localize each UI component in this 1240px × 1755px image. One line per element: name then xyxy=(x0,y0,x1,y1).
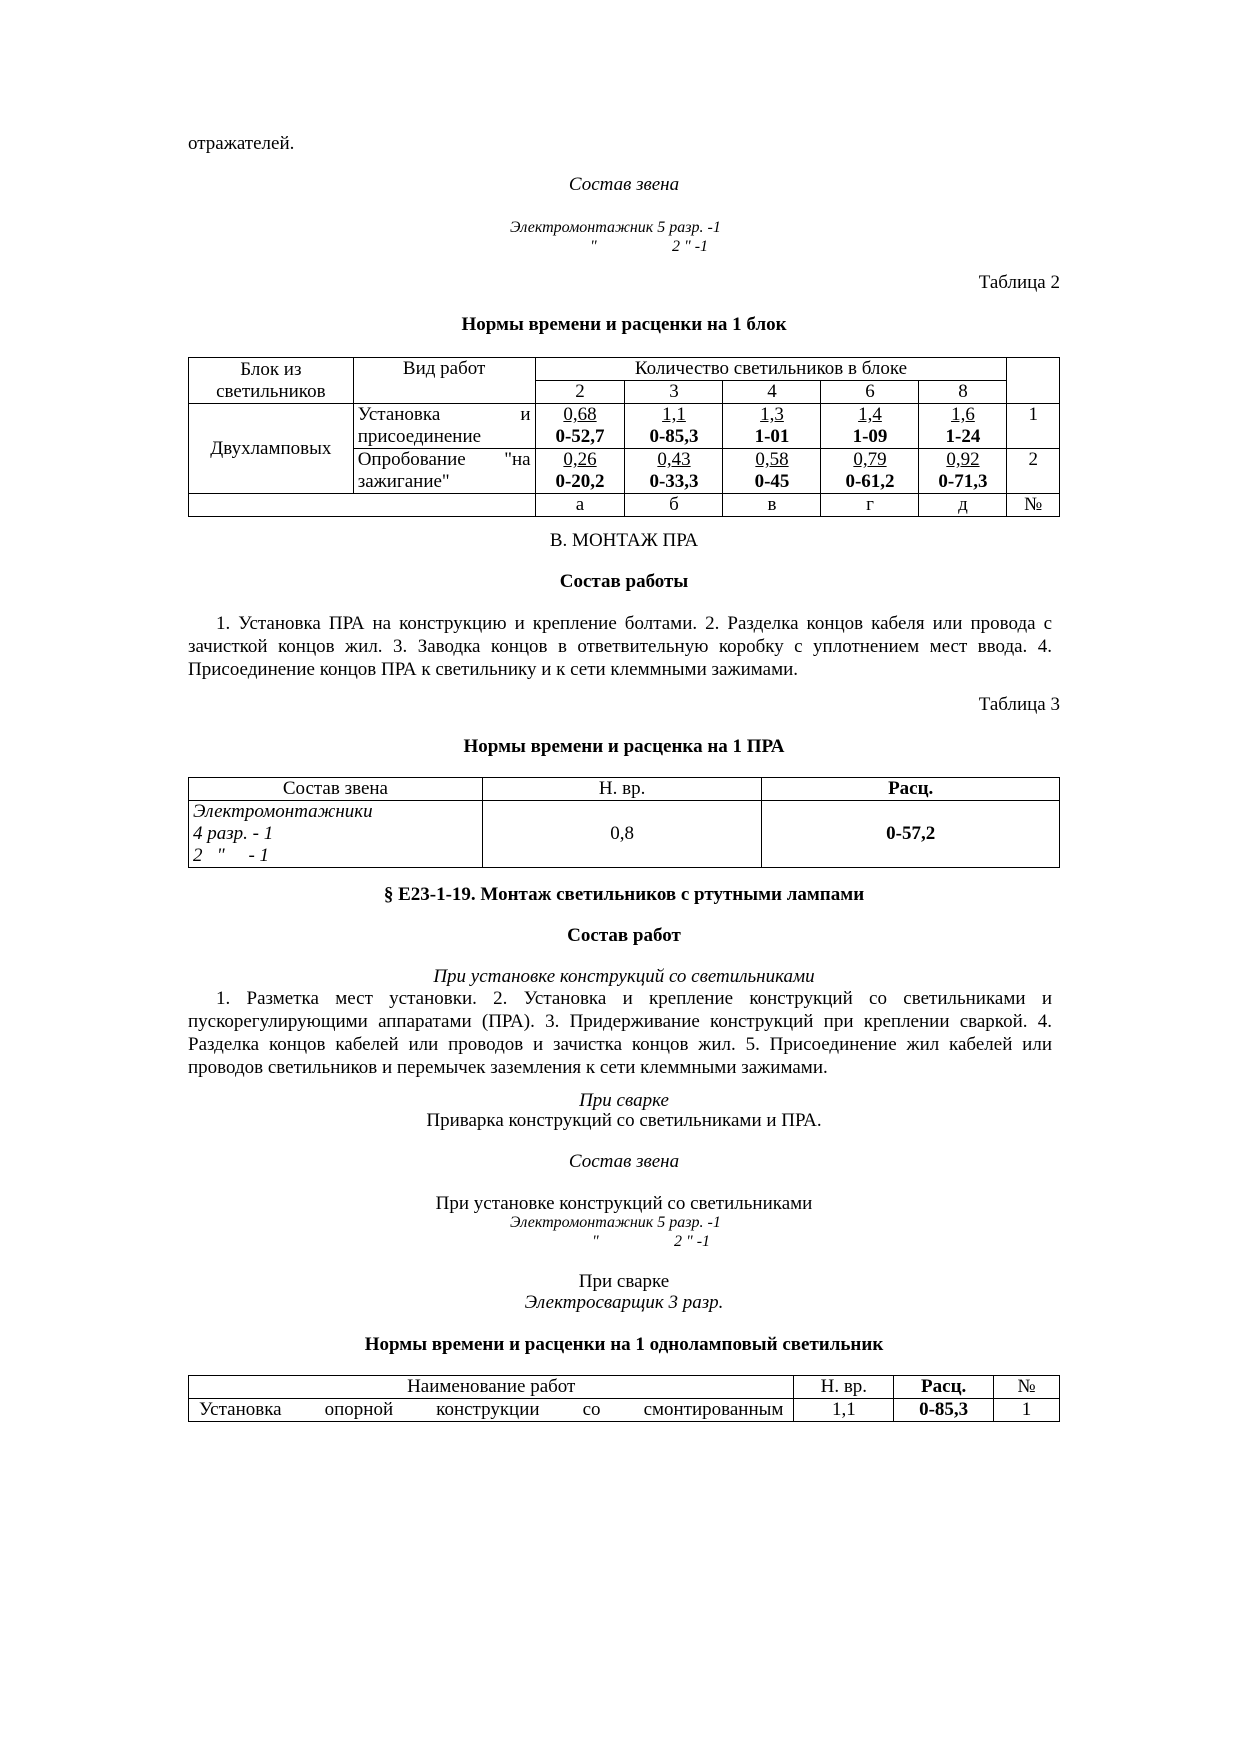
value-r2-a: 0,26 0-20,2 xyxy=(535,449,625,494)
table4-header-rate: Расц. xyxy=(894,1376,994,1399)
section-b-title: В. МОНТАЖ ПРА xyxy=(549,530,699,551)
table3-norm: 0,8 xyxy=(482,801,762,868)
letter-a: а xyxy=(535,494,625,517)
table4-header-name: Наименование работ xyxy=(189,1376,794,1399)
work-row-1: Установка и присоединение xyxy=(353,404,535,449)
table4-header-num: № xyxy=(994,1376,1060,1399)
count-6: 6 xyxy=(821,381,919,404)
section19-crew-weld-heading: При сварке xyxy=(578,1271,670,1292)
section19-title: § Е23-1-19. Монтаж светильников с ртутными лампами xyxy=(383,884,865,905)
section-b-work-text: 1. Установка ПРА на конструкцию и крепление болтами. 2. Разделка концов кабеля или провода с зачисткой концов жил. 3. Заводка концов в ответвительную коробку с уплотнением мест ввода. 4. Присоединение концов ПРА к светильнику и к сети клеммными зажимами. xyxy=(188,613,1052,680)
value-r1-c: 1,3 1-01 xyxy=(723,404,821,449)
table3-crew: Электромонтажники 4 разр. - 1 2 " - 1 xyxy=(189,801,483,868)
count-8: 8 xyxy=(919,381,1007,404)
block-name: Двухламповых xyxy=(189,404,354,494)
section19-crew-heading: Состав звена xyxy=(568,1151,680,1172)
value-r2-d: 0,79 0-61,2 xyxy=(821,449,919,494)
count-4: 4 xyxy=(723,381,821,404)
section19-weld-heading: При сварке xyxy=(579,1090,669,1111)
value-r2-e: 0,92 0-71,3 xyxy=(919,449,1007,494)
section19-work-heading: Состав работ xyxy=(567,925,681,946)
table2 xyxy=(188,357,1060,517)
section19-weld-text: Приварка конструкций со светильниками и ПРА. xyxy=(426,1110,822,1131)
header-block: Блок из светильников xyxy=(189,358,354,404)
table4-row-num: 1 xyxy=(994,1399,1060,1422)
section-b-work-heading: Состав работы xyxy=(559,571,689,592)
value-r1-b: 1,1 0-85,3 xyxy=(625,404,723,449)
header-work: Вид работ xyxy=(353,358,535,404)
crew-line-1: Электромонтажник 5 разр. -1 xyxy=(510,219,721,236)
section19-crew-line-2-quote: " xyxy=(592,1233,599,1250)
count-2: 2 xyxy=(535,381,625,404)
value-r1-e: 1,6 1-24 xyxy=(919,404,1007,449)
section19-install-heading: При установке конструкций со светильниками xyxy=(433,966,815,987)
table3 xyxy=(188,777,1060,868)
table3-label: Таблица 3 xyxy=(978,694,1060,715)
table4-header-norm: Н. вр. xyxy=(794,1376,894,1399)
value-r2-b: 0,43 0-33,3 xyxy=(625,449,723,494)
table3-header-crew: Состав звена xyxy=(189,778,483,801)
crew-heading: Состав звена xyxy=(568,174,680,195)
section19-table-title: Нормы времени и расценки на 1 одноламповый светильник xyxy=(364,1334,884,1355)
value-r1-d: 1,4 1-09 xyxy=(821,404,919,449)
value-r1-a: 0,68 0-52,7 xyxy=(535,404,625,449)
header-empty xyxy=(1007,358,1060,404)
letter-d: д xyxy=(919,494,1007,517)
intro-tail: отражателей. xyxy=(188,133,295,154)
table4-row-norm: 1,1 xyxy=(794,1399,894,1422)
table3-header-norm: Н. вр. xyxy=(482,778,762,801)
table4-row-rate: 0-85,3 xyxy=(894,1399,994,1422)
table3-title: Нормы времени и расценка на 1 ПРА xyxy=(463,736,785,757)
value-r2-c: 0,58 0-45 xyxy=(723,449,821,494)
count-3: 3 xyxy=(625,381,723,404)
section19-install-text: 1. Разметка мест установки. 2. Установка и крепление конструкций со светильниками и пускорегулирующими аппаратами (ПРА). 3. Придерживание конструкций при креплении сваркой. 4. Разделка концов кабелей или проводов и зачистка концов жил. 5. Присоединение жил кабелей или проводов светильников и перемычек заземления к сети клеммными зажимами. xyxy=(188,988,1052,1078)
table3-rate: 0-57,2 xyxy=(762,801,1060,868)
table4 xyxy=(188,1375,1060,1422)
crew-line-2: 2 " -1 xyxy=(672,238,709,255)
letter-v: в xyxy=(723,494,821,517)
row-number-1: 1 xyxy=(1007,404,1060,449)
letters-empty xyxy=(189,494,536,517)
section19-crew-install-heading: При установке конструкций со светильниками xyxy=(435,1193,813,1214)
table2-title: Нормы времени и расценки на 1 блок xyxy=(461,314,787,335)
table4-row-name: Установка опорной конструкции со смонтированным xyxy=(189,1399,794,1422)
table3-header-rate: Расц. xyxy=(762,778,1060,801)
row-number-2: 2 xyxy=(1007,449,1060,494)
work-row-2: Опробование "на зажигание" xyxy=(353,449,535,494)
section19-crew-weld-line: Электросварщик 3 разр. xyxy=(524,1292,724,1313)
letter-g: г xyxy=(821,494,919,517)
crew-line-2-quote: " xyxy=(590,238,597,255)
section19-crew-line-2: 2 " -1 xyxy=(674,1233,711,1250)
header-count: Количество светильников в блоке xyxy=(535,358,1007,381)
table2-label: Таблица 2 xyxy=(978,272,1060,293)
num-sign: № xyxy=(1007,494,1060,517)
letter-b: б xyxy=(625,494,723,517)
section19-crew-line-1: Электромонтажник 5 разр. -1 xyxy=(510,1214,721,1231)
